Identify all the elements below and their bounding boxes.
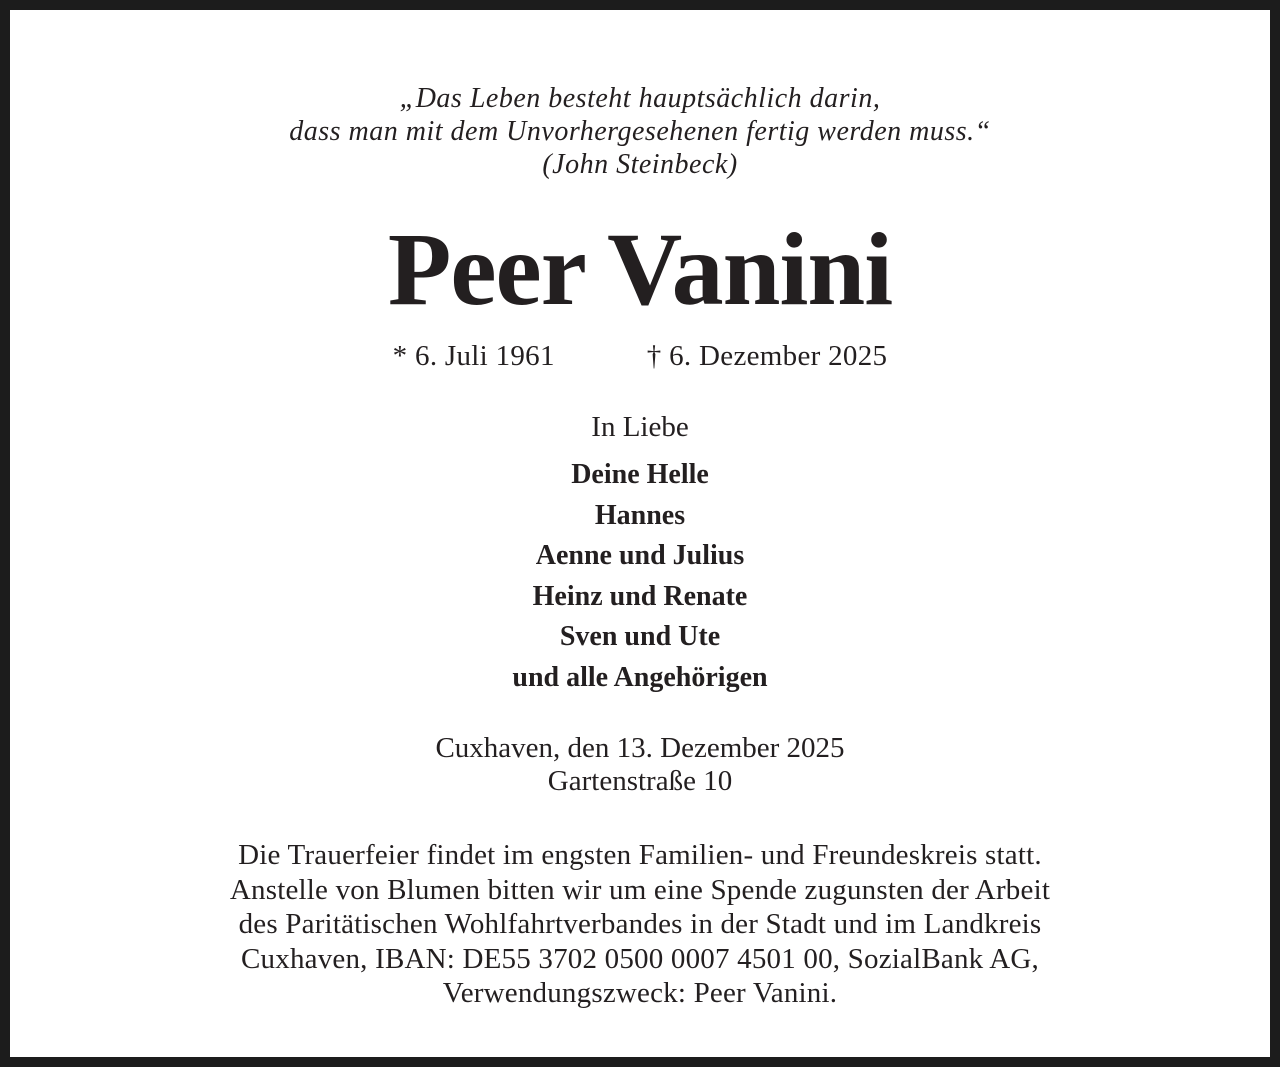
notice-line: Die Trauerfeier findet im engsten Familien- und Freundeskreis statt. [238,839,1042,871]
city-date: Cuxhaven, den 13. Dezember 2025 [435,732,845,764]
place-and-date [20,732,1260,798]
birth-date: * 6. Juli 1961 [392,340,555,372]
mourners-list [20,455,1260,698]
quote-line: „Das Leben besteht hauptsächlich darin, [399,83,881,114]
notice-line: Anstelle von Blumen bitten wir um eine Spende zugunsten der Arbeit [229,873,1051,906]
mourner-name: Hannes [594,499,686,531]
death-date: † 6. Dezember 2025 [646,340,888,372]
notice-line: Verwendungszweck: Peer Vanini. [442,977,838,1009]
mourner-name: und alle Angehörigen [512,661,768,693]
life-dates [20,338,1260,374]
quote-attribution: (John Steinbeck) [542,149,738,180]
epigraph-quote [20,82,1260,181]
mourner-name: Heinz und Renate [532,580,748,612]
mourner-name: Deine Helle [571,459,709,490]
notice-line: Cuxhaven, IBAN: DE55 3702 0500 0007 4501 00, SozialBank AG, [241,942,1039,975]
farewell-line: In Liebe [591,411,689,443]
funeral-notice [20,838,1260,1011]
mourner-name: Aenne und Julius [535,540,745,571]
mourner-name: Sven und Ute [559,621,721,652]
notice-line: des Paritätischen Wohlfahrtverbandes in der Stadt und im Landkreis [238,908,1042,940]
obituary-content [20,20,1260,1047]
deceased-name: Peer Vanini [387,212,893,327]
quote-line: dass man mit dem Unvorhergesehenen fertig werden muss.“ [289,116,991,147]
address: Gartenstraße 10 [547,765,733,797]
